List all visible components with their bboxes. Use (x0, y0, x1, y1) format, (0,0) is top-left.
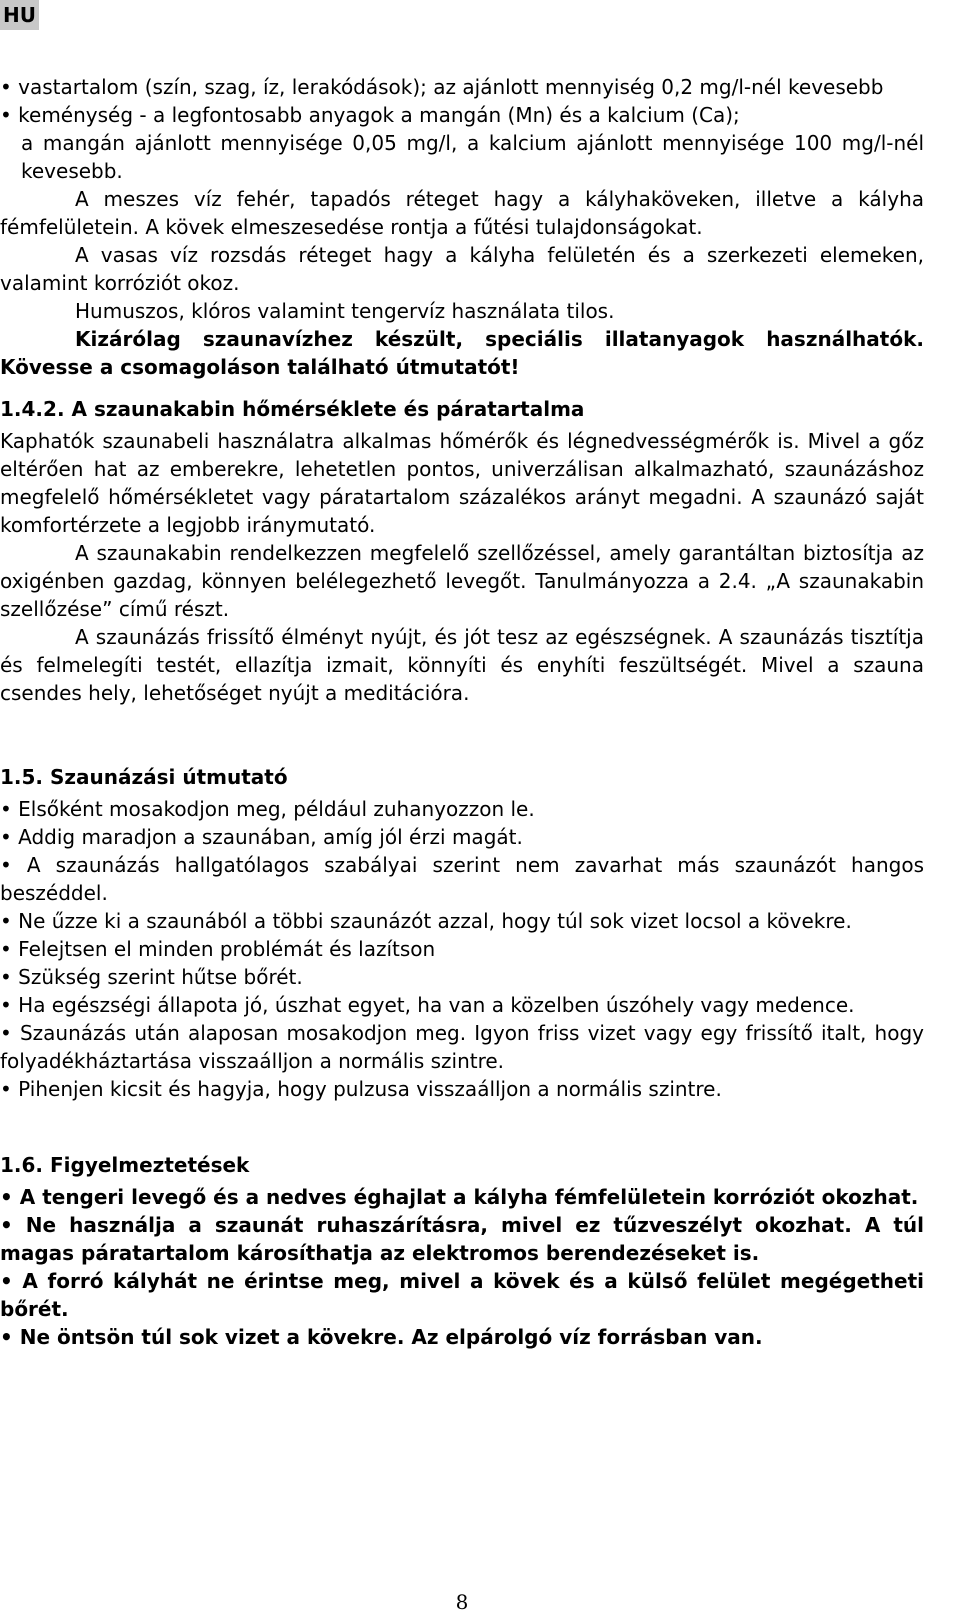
guide-item: • Szükség szerint hűtse bőrét. (0, 965, 303, 989)
section-142-heading: 1.4.2. A szaunakabin hőmérséklete és páratartalma (0, 397, 585, 421)
warning-item: • Ne használja a szaunát ruhaszárításra, mivel ez tűzveszélyt okozhat. A túl magas páratartalom károsíthatja az elektromos berendezéseket is. (0, 1213, 924, 1265)
page-content (0, 73, 924, 1351)
water-bullet-iron: • vastartalom (szín, szag, íz, lerakódások); az ajánlott mennyiség 0,2 mg/l-nél kevesebb (0, 75, 884, 99)
water-paragraph-forbidden: Humuszos, klóros valamint tengervíz használata tilos. (75, 299, 615, 323)
section-15-heading: 1.5. Szaunázási útmutató (0, 765, 288, 789)
warning-item: • Ne öntsön túl sok vizet a kövekre. Az elpárolgó víz forrásban van. (0, 1325, 763, 1349)
page-number: 8 (455, 1590, 469, 1614)
section-142-paragraph-3: A szaunázás frissítő élményt nyújt, és jót tesz az egészségnek. A szaunázás tisztítja és felmelegíti testét, ellazítja izmait, könnyíti és enyhíti feszültségét. Mivel a szauna csendes hely, lehetőséget nyújt a meditációra. (0, 625, 924, 705)
language-tag: HU (0, 0, 39, 30)
section-16-heading: 1.6. Figyelmeztetések (0, 1153, 250, 1177)
guide-item: • Pihenjen kicsit és hagyja, hogy pulzusa visszaálljon a normális szintre. (0, 1077, 722, 1101)
guide-item: • Szaunázás után alaposan mosakodjon meg. Igyon friss vizet vagy egy frissítő italt, hogy folyadékháztartása visszaálljon a normális szintre. (0, 1021, 924, 1073)
section-spacer (0, 1103, 924, 1151)
guide-item: • Felejtsen el minden problémát és lazítson (0, 937, 436, 961)
guide-item: • Ha egészségi állapota jó, úszhat egyet, ha van a közelben úszóhely vagy medence. (0, 993, 855, 1017)
warning-item: • A forró kályhát ne érintse meg, mivel a kövek és a külső felület megégetheti bőrét. (0, 1269, 924, 1321)
water-paragraph-iron: A vasas víz rozsdás réteget hagy a kályha felületén és a szerkezeti elemeken, valamint korróziót okoz. (0, 243, 924, 295)
guide-item: • Elsőként mosakodjon meg, például zuhanyozzon le. (0, 797, 535, 821)
section-spacer (0, 707, 924, 763)
water-paragraph-fragrance: Kizárólag szaunavízhez készült, speciális illatanyagok használhatók. Kövesse a csomagoláson található útmutatót! (0, 327, 924, 379)
section-142-paragraph-1: Kaphatók szaunabeli használatra alkalmas hőmérők és légnedvességmérők is. Mivel a gőz eltérően hat az emberekre, lehetetlen pontos, univerzálisan alkalmazható, szaunázáshoz megfelelő hőmérsékletet vagy páratartalom százalékos arányt megadni. A szaunázó saját komfortérzete a legjobb iránymutató. (0, 429, 924, 537)
water-paragraph-lime: A meszes víz fehér, tapadós réteget hagy a kályhaköveken, illetve a kályha fémfelületein. A kövek elmeszesedése rontja a fűtési tulajdonságokat. (0, 187, 924, 239)
section-142-paragraph-2: A szaunakabin rendelkezzen megfelelő szellőzéssel, amely garantáltan biztosítja az oxigénben gazdag, könnyen belélegezhető levegőt. Tanulmányozza a 2.4. „A szaunakabin szellőzése” című részt. (0, 541, 924, 621)
guide-item: • A szaunázás hallgatólagos szabályai szerint nem zavarhat más szaunázót hangos beszéddel. (0, 853, 924, 905)
guide-item: • Addig maradjon a szaunában, amíg jól érzi magát. (0, 825, 523, 849)
warning-item: • A tengeri levegő és a nedves éghajlat a kályha fémfelületein korróziót okozhat. (0, 1185, 919, 1209)
water-bullet-hardness-cont: a mangán ajánlott mennyisége 0,05 mg/l, a kalcium ajánlott mennyisége 100 mg/l-nél kevesebb. (21, 131, 924, 183)
water-bullet-hardness: • keménység - a legfontosabb anyagok a mangán (Mn) és a kalcium (Ca); (0, 103, 740, 127)
guide-item: • Ne űzze ki a szaunából a többi szaunázót azzal, hogy túl sok vizet locsol a kövekre. (0, 909, 852, 933)
